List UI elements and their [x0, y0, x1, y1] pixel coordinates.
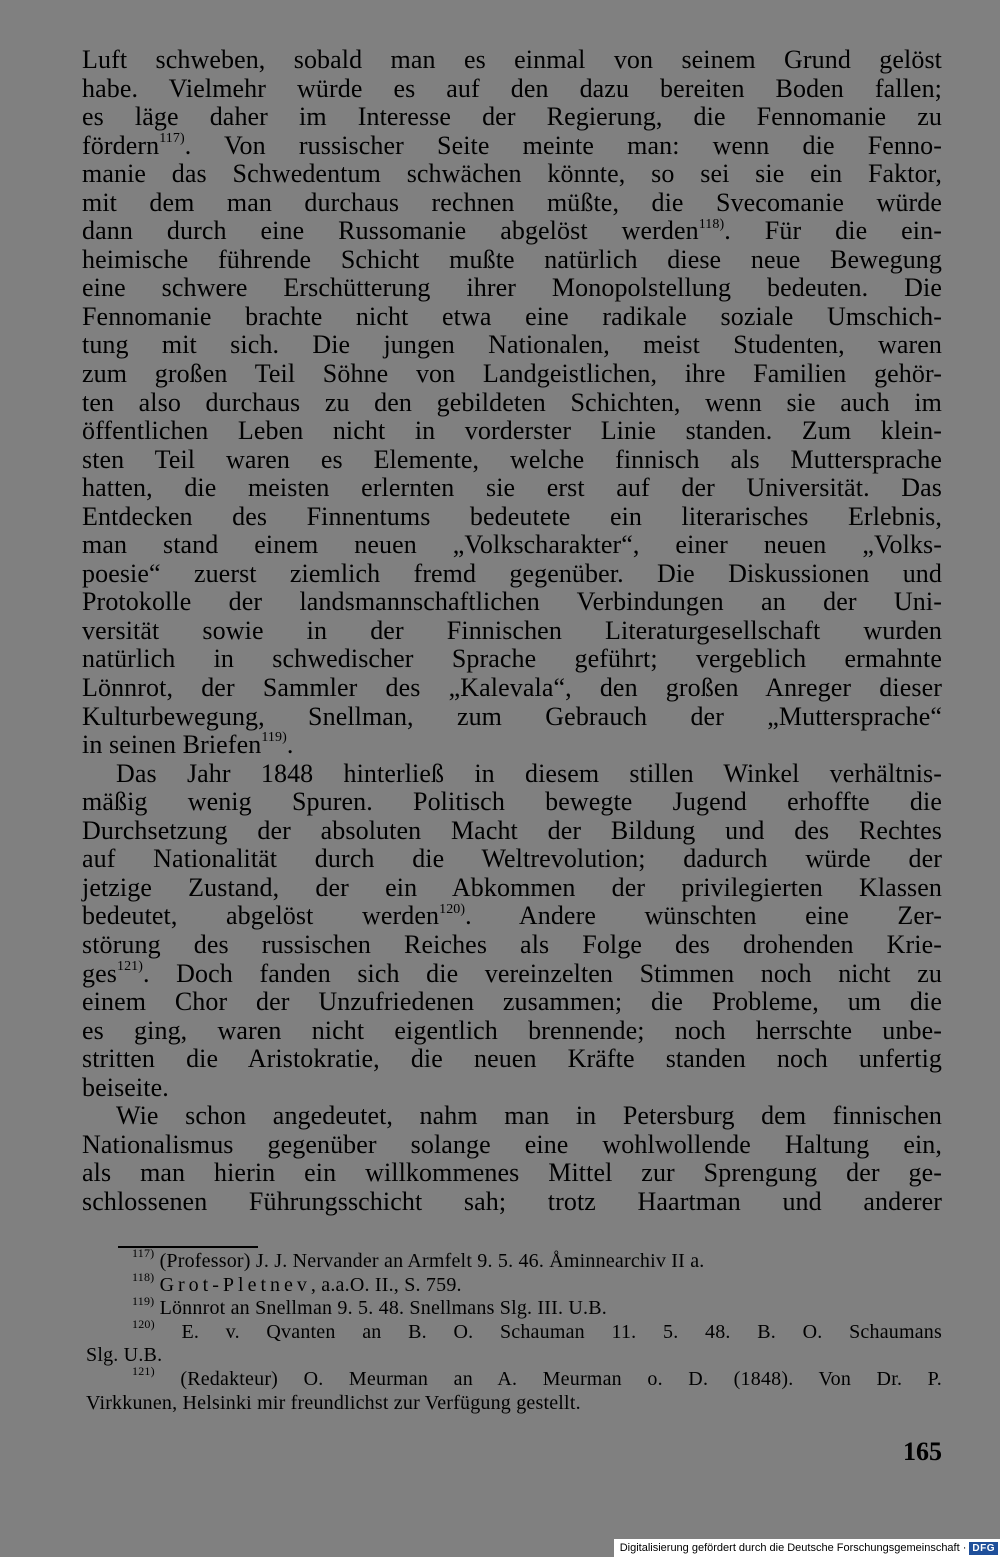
text-line: auf Nationalität durch die Weltrevolution; dadurch würde der: [82, 844, 942, 874]
text-line: Kulturbewegung, Snellman, zum Gebrauch der „Muttersprache“: [82, 701, 942, 731]
text-line: es läge daher im Interesse der Regierung, die Fennomanie zu: [82, 102, 942, 132]
text-line: Lönnrot, der Sammler des „Kalevala“, den großen Anreger dieser: [82, 673, 942, 703]
text-line: schlossenen Führungsschicht sah; trotz Haartman und anderer: [82, 1186, 942, 1216]
text-line: bedeutet, abgelöst werden$^{120)}$. Andere wünschten eine Zer-: [82, 901, 942, 931]
footnote-line: $^{117)}$ (Professor) J. J. Nervander an Armfelt 9. 5. 46. Åminnearchiv II a.: [132, 1246, 705, 1272]
text-line: Protokolle der landsmannschaftlichen Verbindungen an der Uni-: [82, 587, 942, 617]
main-text: [82, 46, 942, 1216]
text-line: störung des russischen Reiches als Folge des drohenden Krie-: [82, 929, 942, 959]
text-line: man stand einem neuen „Volkscharakter“, einer neuen „Volks-: [82, 530, 942, 560]
text-line: Fennomanie brachte nicht etwa eine radikale soziale Umschich-: [82, 301, 942, 331]
text-line: Durchsetzung der absoluten Macht der Bildung und des Rechtes: [82, 815, 942, 845]
text-line: natürlich in schwedischer Sprache geführt; vergeblich ermahnte: [82, 644, 942, 674]
footnote-ref: 117): [159, 130, 185, 146]
text-line: tung mit sich. Die jungen Nationalen, meist Studenten, waren: [82, 330, 942, 360]
text-line: stritten die Aristokratie, die neuen Kräfte standen noch unfertig: [82, 1044, 942, 1074]
text-line: fördern$^{117)}$. Von russischer Seite meinte man: wenn die Fenno-: [82, 130, 942, 160]
text-line: Das Jahr 1848 hinterließ in diesem stillen Winkel verhältnis-: [116, 758, 942, 788]
text-line: dann durch eine Russomanie abgelöst werden$^{118)}$. Für die ein-: [82, 216, 942, 246]
footnote-ref: 120): [439, 901, 466, 917]
footnote-number: 121): [132, 1364, 155, 1379]
footnotes: [86, 1246, 942, 1415]
text-line: mäßig wenig Spuren. Politisch bewegte Jugend erhoffte die: [82, 787, 942, 817]
text-line: ges$^{121)}$. Doch fanden sich die vereinzelten Stimmen noch nicht zu: [82, 958, 942, 988]
page-number: 165: [903, 1437, 942, 1466]
text-line: beiseite.: [82, 1072, 169, 1102]
dfg-logo: DFG: [969, 1542, 998, 1555]
footnote-number: 118): [132, 1269, 155, 1284]
text-line: eine schwere Erschütterung ihrer Monopolstellung bedeuten. Die: [82, 273, 942, 303]
text-line: versität sowie in der Finnischen Literaturgesellschaft wurden: [82, 615, 942, 645]
text-line: manie das Schwedentum schwächen könnte, so sei sie ein Faktor,: [82, 159, 942, 189]
digitization-credit: [614, 1539, 1000, 1557]
footnote-line: $^{121)}$ (Redakteur) O. Meurman an A. Meurman o. D. (1848). Von Dr. P.: [132, 1364, 942, 1390]
credit-text: Digitalisierung gefördert durch die Deutsche Forschungsgemeinschaft ·: [619, 1542, 967, 1554]
text-line: Nationalismus gegenüber solange eine wohlwollende Haltung ein,: [82, 1129, 942, 1159]
footnote-number: 119): [132, 1293, 155, 1308]
text-line: zum großen Teil Söhne von Landgeistlichen, ihre Familien gehör-: [82, 359, 942, 389]
text-line: jetzige Zustand, der ein Abkommen der privilegierten Klassen: [82, 872, 942, 902]
text-line: habe. Vielmehr würde es auf den dazu bereiten Boden fallen;: [82, 73, 942, 103]
footnote-line: Virkkunen, Helsinki mir freundlichst zur Verfügung gestellt.: [86, 1391, 581, 1414]
footnote-number: 117): [132, 1246, 155, 1261]
text-line: ten also durchaus zu den gebildeten Schichten, wenn sie auch im: [82, 387, 942, 417]
text-line: es ging, waren nicht eigentlich brennende; noch herrschte unbe-: [82, 1015, 942, 1045]
text-line: hatten, die meisten erlernten sie erst auf der Universität. Das: [82, 473, 942, 503]
footnote-line: $^{120)}$ E. v. Qvanten an B. O. Schauman 11. 5. 48. B. O. Schaumans: [132, 1317, 942, 1343]
text-line: sten Teil waren es Elemente, welche finnisch als Muttersprache: [82, 444, 942, 474]
text-line: mit dem man durchaus rechnen müßte, die Svecomanie würde: [82, 187, 942, 217]
footnote-line: Slg. U.B.: [86, 1344, 163, 1367]
text-line: als man hierin ein willkommenes Mittel zur Sprengung der ge-: [82, 1158, 942, 1188]
footnote-number: 120): [132, 1317, 155, 1332]
text-line: Entdecken des Finnentums bedeutete ein literarisches Erlebnis,: [82, 501, 942, 531]
text-line: öffentlichen Leben nicht in vorderster Linie standen. Zum klein-: [82, 416, 942, 446]
text-line: einem Chor der Unzufriedenen zusammen; die Probleme, um die: [82, 987, 942, 1017]
footnote-line: $^{119)}$ Lönnrot an Snellman 9. 5. 48. Snellmans Slg. III. U.B.: [132, 1293, 607, 1320]
text-line: in seinen Briefen$^{119)}$.: [82, 730, 294, 760]
footnote-ref: 118): [698, 216, 725, 232]
text-line: poesie“ zuerst ziemlich fremd gegenüber. Die Diskussionen und: [82, 558, 942, 588]
footnote-ref: 121): [116, 958, 144, 974]
text-line: Wie schon angedeutet, nahm man in Petersburg dem finnischen: [116, 1101, 942, 1131]
text-line: Luft schweben, sobald man es einmal von seinem Grund gelöst: [82, 45, 942, 74]
text-line: heimische führende Schicht mußte natürlich diese neue Bewegung: [82, 244, 942, 274]
footnote-line: $^{118)}$ Grot-Pletnev, a.a.O. II., S. 759.: [132, 1269, 462, 1296]
footnote-ref: 119): [261, 730, 287, 746]
